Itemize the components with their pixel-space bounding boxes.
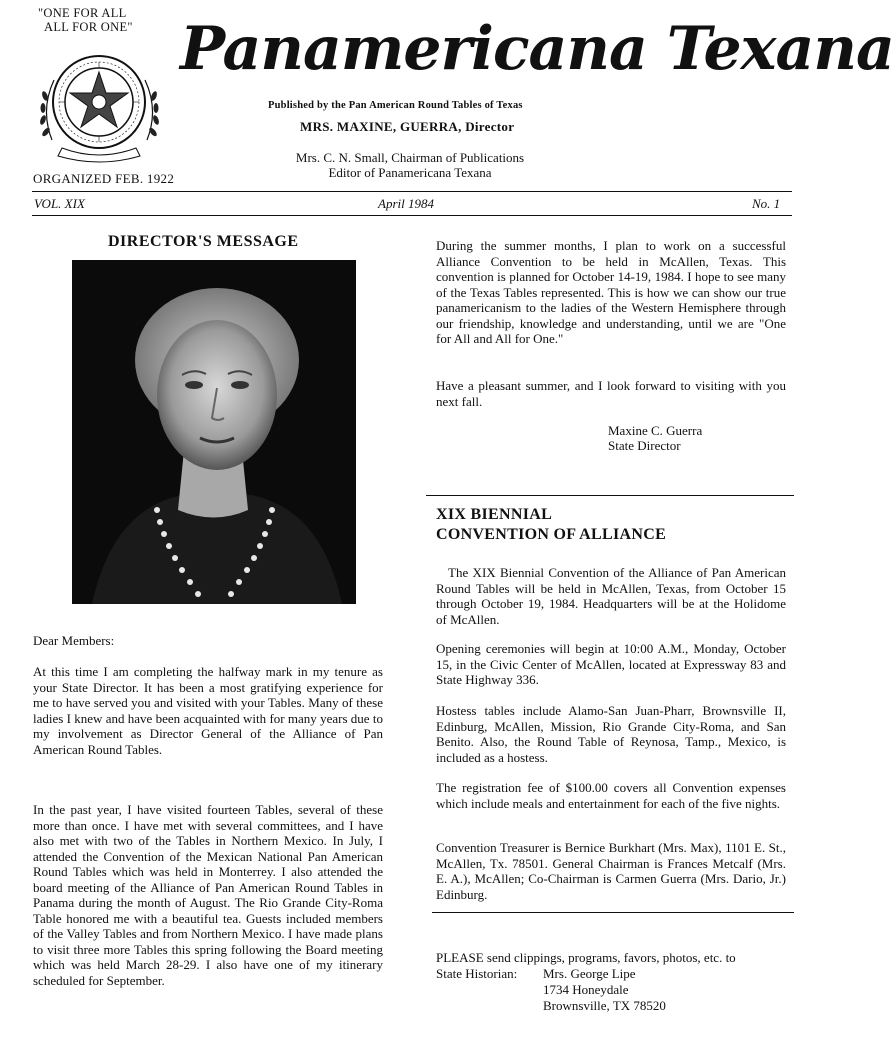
motto-line-2: ALL FOR ONE" (44, 20, 133, 34)
salutation: Dear Members: (33, 633, 115, 648)
masthead-rule-top (32, 191, 792, 192)
directors-message-heading: DIRECTOR'S MESSAGE (108, 233, 299, 250)
newsletter-title: Panamericana Texana (180, 14, 894, 84)
convention-heading-line-2: CONVENTION OF ALLIANCE (436, 526, 667, 543)
historian-city: Brownsville, TX 78520 (543, 998, 666, 1013)
publications-chair (270, 150, 550, 180)
message-paragraph-3: During the summer months, I plan to work on a successful Alliance Convention to be held in McAllen, Texas. This convention is planned for October 14-19, 1984. I hope to see many of the Texas Tables represented. This is how we can show our true panamericanism to the ladies of the Western Hemisphere through our friendship, knowledge and understanding, until we are "One for All and All for One." (436, 238, 786, 346)
signature (608, 423, 702, 453)
historian-label: State Historian: (436, 966, 518, 981)
masthead-rule-bottom (32, 215, 792, 216)
portrait-image (72, 260, 356, 604)
convention-paragraph-1: The XIX Biennial Convention of the Alliance of Pan American Round Tables will be held in McAllen, Texas, from October 15 through October 19, 1984. Headquarters will be at the Holidome of McAllen. (436, 565, 786, 627)
director-line: MRS. MAXINE, GUERRA, Director (300, 119, 515, 134)
convention-heading-line-1: XIX BIENNIAL (436, 506, 553, 523)
convention-paragraph-2: Opening ceremonies will begin at 10:00 A.M., Monday, October 15, in the Civic Center of McAllen, located at Expressway 83 and State Highway 336. (436, 641, 786, 687)
signature-title: State Director (608, 438, 681, 453)
chair-line-2: Editor of Panamericana Texana (328, 165, 492, 180)
volume: VOL. XIX (34, 196, 85, 211)
historian-street: 1734 Honeydale (543, 982, 629, 997)
historian-name: Mrs. George Lipe (543, 966, 636, 981)
convention-paragraph-4: The registration fee of $100.00 covers all Convention expenses which include meals and entertainment for each of the five nights. (436, 780, 786, 811)
convention-heading (436, 505, 666, 545)
chair-line-1: Mrs. C. N. Small, Chairman of Publications (295, 150, 525, 165)
issue-number: No. 1 (752, 196, 781, 211)
published-by: Published by the Pan American Round Tables of Texas (268, 100, 523, 111)
director-portrait (72, 260, 356, 604)
motto-line-1: "ONE FOR ALL (38, 6, 127, 20)
message-paragraph-2: In the past year, I have visited fourteen Tables, several of these more than once. I have met with several committees, and I have also met with two of the Tables in Northern Mexico. In July, I attended the Convention of the Mexican National Pan American Round Tables which was held in Monterrey. I also attended the board meeting of the Alliance of Pan American Round Tables in Panama during the month of August. The Rio Grande City-Roma Table honored me with a beautiful tea. Guests included members of the Valley Tables and from Northern Mexico. I have made plans to visit three more Tables this spring following the Board meeting which was held March 28-29. I also have one of my itinerary scheduled for September. (33, 802, 383, 988)
message-paragraph-1: At this time I am completing the halfway mark in my tenure as your State Director. It has been a most gratifying experience for me to have served you and visited with your Tables. Many of these ladies I knew and have been acquainted with for many years due to my involvement as Director General of the Alliance of Pan American Round Tables. (33, 664, 383, 757)
section-divider-bottom (432, 912, 794, 913)
motto (38, 6, 168, 34)
round-table-seal-icon (32, 40, 167, 162)
convention-paragraph-5: Convention Treasurer is Bernice Burkhart (Mrs. Max), 1101 E. St., McAllen, Tx. 78501. General Chairman is Frances Metcalf (Mrs. E. A.), McAllen; Co-Chairman is Carmen Guerra (Mrs. Dario, Jr.) Edinburg. (436, 840, 786, 902)
historian-line-1: PLEASE send clippings, programs, favors, photos, etc. to (436, 950, 736, 965)
historian-address (543, 966, 666, 1014)
organized-date: ORGANIZED FEB. 1922 (33, 171, 175, 186)
message-paragraph-4: Have a pleasant summer, and I look forward to visiting with you next fall. (436, 378, 786, 409)
convention-paragraph-3: Hostess tables include Alamo-San Juan-Pharr, Brownsville II, Edinburg, McAllen, Mission, Rio Grande City-Roma, and San Benito. Also, the Round Table of Reynosa, Tamp., Mexico, is included as a hostess. (436, 703, 786, 765)
issue-date: April 1984 (378, 196, 434, 211)
signature-name: Maxine C. Guerra (608, 423, 703, 438)
section-divider (426, 495, 794, 496)
